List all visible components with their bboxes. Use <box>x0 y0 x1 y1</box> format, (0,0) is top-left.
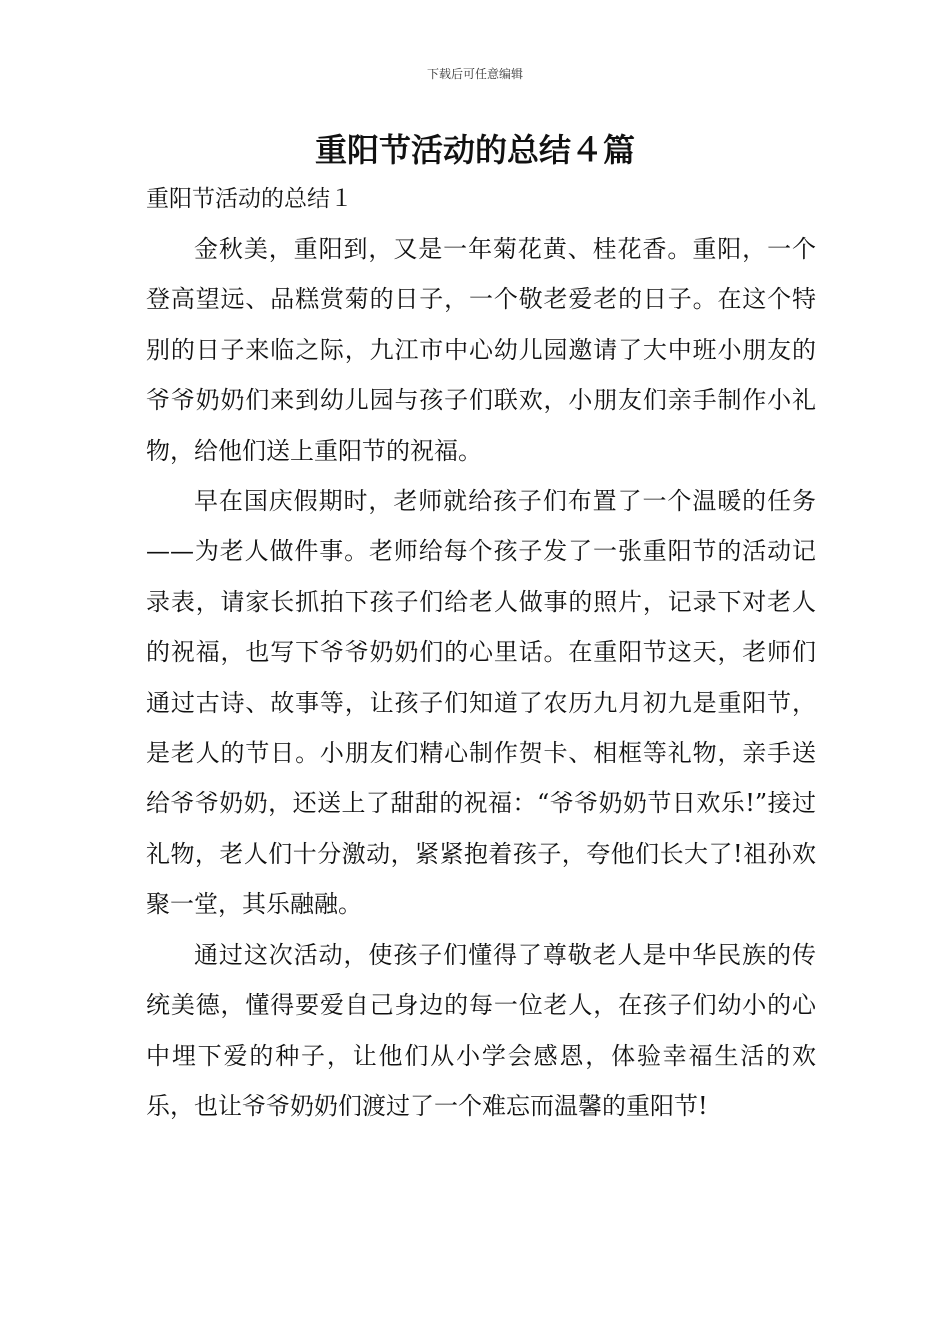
header-note: 下载后可任意编辑 <box>426 67 523 81</box>
paragraph-1: 金秋美，重阳到，又是一年菊花黄、桂花香。重阳，一个登高望远、品糕赏菊的日子，一个敬老爱老的日子。在这个特别的日子来临之际，九江市中心幼儿园邀请了大中班小朋友的爷爷奶奶们来到幼儿园与孩子们联欢，小朋友们亲手制作小礼物，给他们送上重阳节的祝福。 <box>146 235 816 465</box>
document-title: 重阳节活动的总结４篇 <box>314 131 635 169</box>
body-text <box>146 224 816 1131</box>
section-heading: 重阳节活动的总结１ <box>146 186 353 212</box>
paragraph-3: 通过这次活动，使孩子们懂得了尊敬老人是中华民族的传统美德，懂得要爱自己身边的每一位老人，在孩子们幼小的心中埋下爱的种子，让他们从小学会感恩，体验幸福生活的欢乐，也让爷爷奶奶们渡过了一个难忘而温馨的重阳节! <box>146 940 816 1120</box>
paragraph-2: 早在国庆假期时，老师就给孩子们布置了一个温暖的任务——为老人做件事。老师给每个孩子发了一张重阳节的活动记录表，请家长抓拍下孩子们给老人做事的照片，记录下对老人的祝福，也写下爷爷奶奶们的心里话。在重阳节这天，老师们通过古诗、故事等，让孩子们知道了农历九月初九是重阳节，是老人的节日。小朋友们精心制作贺卡、相框等礼物，亲手送给爷爷奶奶，还送上了甜甜的祝福：“爷爷奶奶节日欢乐!”接过礼物，老人们十分激动，紧紧抱着孩子，夸他们长大了!祖孙欢聚一堂，其乐融融。 <box>146 487 816 919</box>
